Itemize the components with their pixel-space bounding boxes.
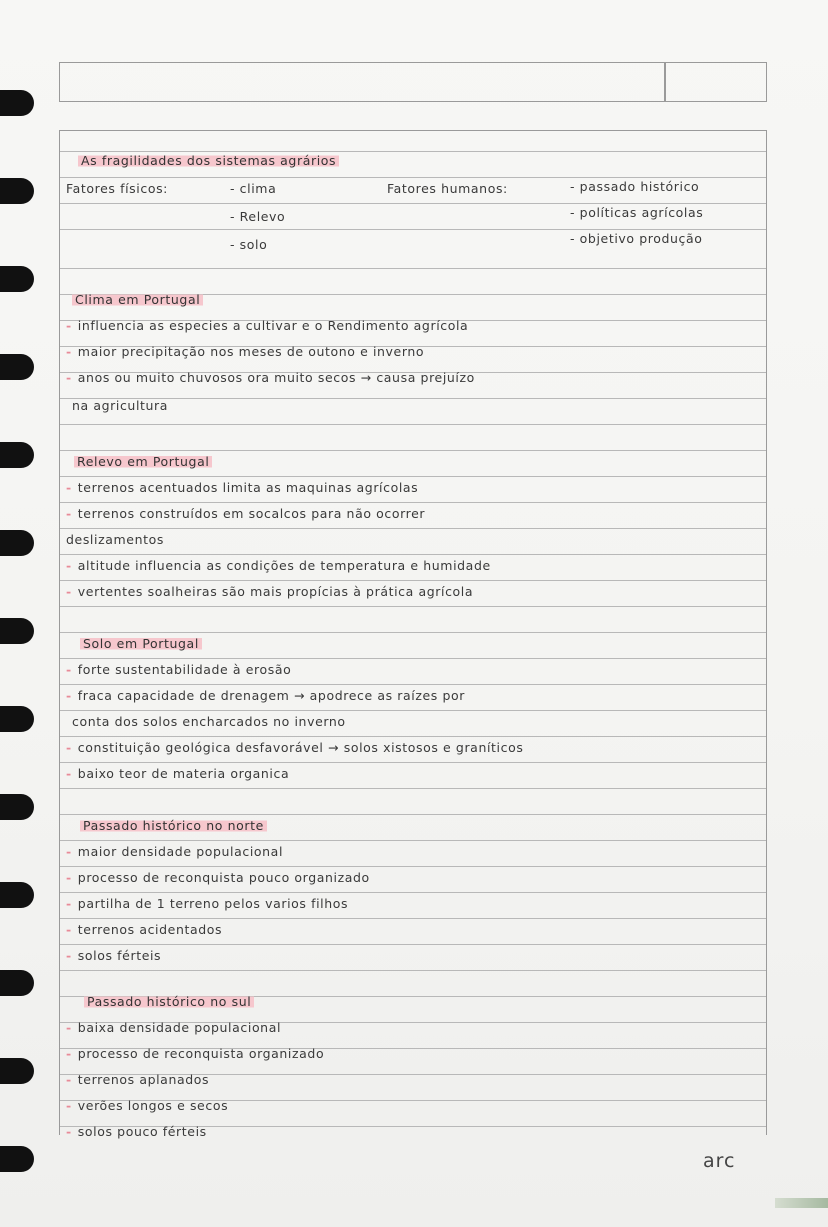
header-box: [59, 62, 767, 102]
binder-ring: [0, 882, 34, 908]
list-item: - forte sustentabilidade à erosão: [66, 662, 292, 677]
page-corner: [775, 1198, 828, 1208]
arc-logo: arc: [703, 1150, 736, 1172]
binder-ring: [0, 266, 34, 292]
list-item: - influencia as especies a cultivar e o Rendimento agrícola: [66, 318, 469, 333]
fator-humano: - passado histórico: [570, 179, 700, 194]
list-item: - maior densidade populacional: [66, 844, 284, 859]
fator-fisico: - solo: [230, 237, 268, 252]
section-heading-clima: Clima em Portugal: [72, 292, 203, 307]
binder-ring: [0, 794, 34, 820]
list-item-continuation: na agricultura: [72, 398, 169, 413]
list-item: - terrenos construídos em socalcos para não ocorrer: [66, 506, 426, 521]
list-item: - terrenos aplanados: [66, 1072, 210, 1087]
fator-fisico: - Relevo: [230, 209, 286, 224]
list-item: - fraca capacidade de drenagem → apodrece as raízes por: [66, 688, 466, 703]
page-title: As fragilidades dos sistemas agrários: [78, 153, 339, 168]
list-item: - vertentes soalheiras são mais propícias à prática agrícola: [66, 584, 474, 599]
binder-ring: [0, 442, 34, 468]
list-item-continuation: deslizamentos: [66, 532, 164, 547]
binder-ring: [0, 354, 34, 380]
header-divider: [664, 63, 666, 101]
list-item-continuation: conta dos solos encharcados no inverno: [72, 714, 346, 729]
binder-ring: [0, 618, 34, 644]
binder-ring: [0, 1058, 34, 1084]
list-item: - processo de reconquista pouco organizado: [66, 870, 370, 885]
list-item: - partilha de 1 terreno pelos varios filhos: [66, 896, 349, 911]
list-item: - altitude influencia as condições de temperatura e humidade: [66, 558, 491, 573]
fator-humano: - políticas agrícolas: [570, 205, 704, 220]
list-item: - verões longos e secos: [66, 1098, 229, 1113]
section-heading-norte: Passado histórico no norte: [80, 818, 267, 833]
binder-ring: [0, 970, 34, 996]
list-item: - baixa densidade populacional: [66, 1020, 282, 1035]
fatores-humanos-label: Fatores humanos:: [387, 181, 508, 196]
binder-ring: [0, 706, 34, 732]
binder-ring: [0, 1146, 34, 1172]
list-item: - maior precipitação nos meses de outono e inverno: [66, 344, 425, 359]
list-item: - processo de reconquista organizado: [66, 1046, 325, 1061]
binder-ring: [0, 178, 34, 204]
section-heading-solo: Solo em Portugal: [80, 636, 202, 651]
section-heading-relevo: Relevo em Portugal: [74, 454, 212, 469]
list-item: - solos férteis: [66, 948, 162, 963]
binder-ring: [0, 90, 34, 116]
list-item: - terrenos acentuados limita as maquinas agrícolas: [66, 480, 419, 495]
list-item: - solos pouco férteis: [66, 1124, 207, 1139]
lined-sheet: [59, 130, 767, 1135]
binder-ring: [0, 530, 34, 556]
binder-rings: [0, 0, 40, 1227]
list-item: - baixo teor de materia organica: [66, 766, 290, 781]
list-item: - terrenos acidentados: [66, 922, 223, 937]
section-heading-sul: Passado histórico no sul: [84, 994, 254, 1009]
fatores-fisicos-label: Fatores físicos:: [66, 181, 168, 196]
fator-fisico: - clima: [230, 181, 277, 196]
list-item: - constituição geológica desfavorável → solos xistosos e graníticos: [66, 740, 524, 755]
fator-humano: - objetivo produção: [570, 231, 703, 246]
list-item: - anos ou muito chuvosos ora muito secos → causa prejuízo: [66, 370, 475, 385]
